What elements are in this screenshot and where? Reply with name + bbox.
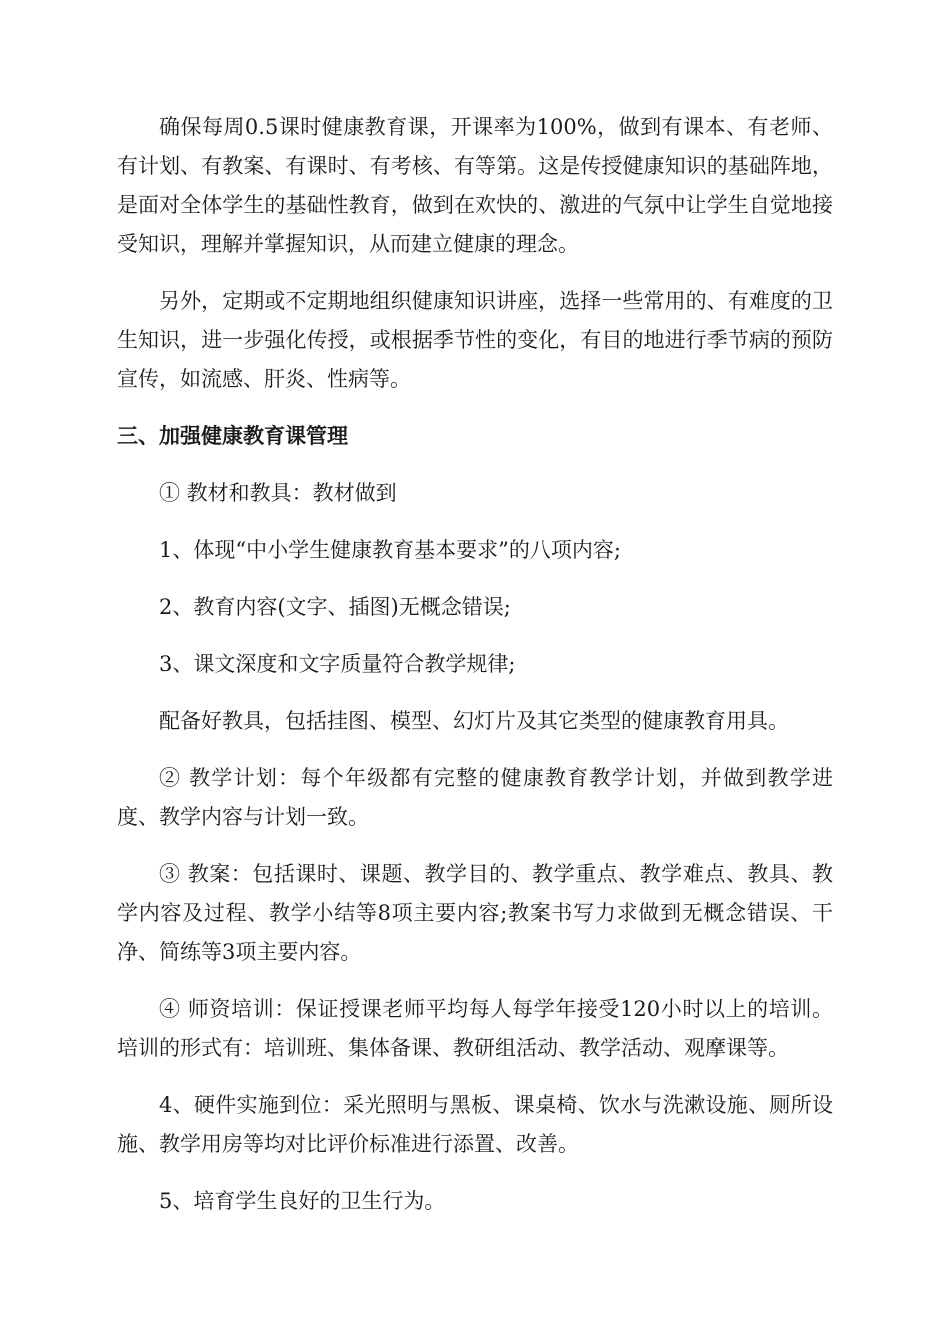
paragraph-teaching-plan: ② 教学计划：每个年级都有完整的健康教育教学计划，并做到教学进度、教学内容与计划一致。 <box>117 766 833 829</box>
section-heading-3: 三、加强健康教育课管理 <box>117 424 348 448</box>
paragraph-teaching-aids: 配备好教具，包括挂图、模型、幻灯片及其它类型的健康教育用具。 <box>159 709 789 733</box>
paragraph-hardware: 4、硬件实施到位：采光照明与黑板、课桌椅、饮水与洗漱设施、厕所设施、教学用房等均对比评价标准进行添置、改善。 <box>117 1093 833 1156</box>
document-page <box>117 108 833 1221</box>
list-item-3: 3、课文深度和文字质量符合教学规律; <box>159 652 516 676</box>
list-item-2: 2、教育内容(文字、插图)无概念错误; <box>159 595 511 619</box>
paragraph-health-class-weekly: 确保每周0.5课时健康教育课，开课率为100%，做到有课本、有老师、有计划、有教案、有课时、有考核、有等第。这是传授健康知识的基础阵地，是面对全体学生的基础性教育，做到在欢快的、激进的气氛中让学生自觉地接受知识，理解并掌握知识，从而建立健康的理念。 <box>117 115 833 256</box>
list-item-1: 1、体现“中小学生健康教育基本要求”的八项内容; <box>159 538 621 562</box>
paragraph-lesson-plan: ③ 教案：包括课时、课题、教学目的、教学重点、教学难点、教具、教学内容及过程、教学小结等8项主要内容;教案书写力求做到无概念错误、干净、简练等3项主要内容。 <box>117 862 833 964</box>
paragraph-teacher-training: ④ 师资培训：保证授课老师平均每人每学年接受120小时以上的培训。培训的形式有：培训班、集体备课、教研组活动、教学活动、观摩课等。 <box>117 997 833 1060</box>
paragraph-hygiene-behavior: 5、培育学生良好的卫生行为。 <box>159 1189 446 1213</box>
paragraph-health-lectures: 另外，定期或不定期地组织健康知识讲座，选择一些常用的、有难度的卫生知识，进一步强化传授，或根据季节性的变化，有目的地进行季节病的预防宣传，如流感、肝炎、性病等。 <box>117 289 833 391</box>
paragraph-textbooks-tools: ① 教材和教具：教材做到 <box>159 481 397 505</box>
